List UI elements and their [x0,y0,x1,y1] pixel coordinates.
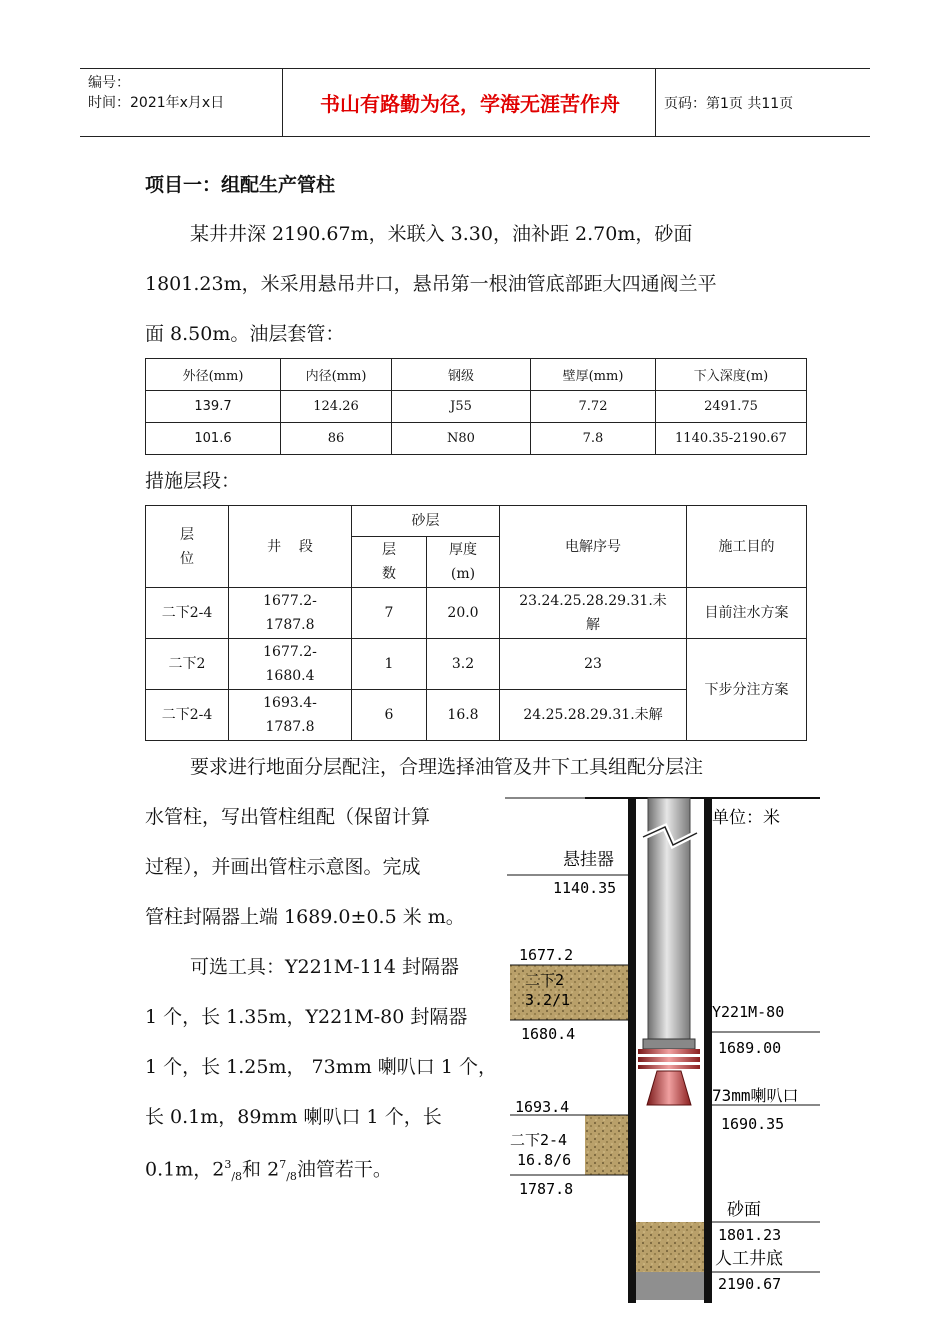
table-header-row [146,506,807,537]
table-header-cell: 施工目的 [687,506,807,588]
table-cell: 139.7 [146,391,281,423]
page-info: 页码：第1页 共11页 [664,95,794,112]
table-header-cell: 砂层 [352,506,500,537]
table-row [146,588,807,639]
sand-label: 砂面 [727,1200,761,1220]
table-cell: 1 [352,639,427,690]
table-cell: 1677.2- 1680.4 [229,639,352,690]
intro-line-1: 某井井深 2190.67m，米联入 3.30，油补距 2.70m，砂面 [190,223,693,245]
table-cell: 二下2-4 [146,588,229,639]
table-header-cell: 井 段 [229,506,352,588]
header-meta [88,73,224,113]
req-line-8: 长 0.1m，89mm 喇叭口 1 个，长 [145,1106,442,1128]
req-text: 油管若干。 [296,1158,392,1181]
table-header-cell: 下入深度(m) [656,359,807,391]
bottom-label: 人工井底 [715,1249,783,1269]
packer-body [643,1039,695,1049]
well-diagram [505,785,835,1310]
fraction-denominator: /8 [286,1170,297,1184]
table-header-cell: 内径(mm) [281,359,392,391]
casing-wall-left [628,798,636,1303]
req-line-9 [145,1153,392,1189]
packer-element [638,1057,700,1062]
table-header-row [146,359,807,391]
table-cell: 6 [352,690,427,741]
table-cell: 3.2 [427,639,500,690]
zone2-top: 1693.4 [515,1098,570,1116]
table-cell: 1140.35-2190.67 [656,423,807,455]
fraction-denominator: /8 [231,1170,243,1184]
fraction-numerator: 7 [279,1158,287,1171]
zone1-bottom: 1680.4 [521,1025,576,1043]
bottom-depth: 2190.67 [718,1275,782,1293]
bell-depth: 1690.35 [721,1115,785,1133]
doc-number-label: 编号： [88,75,130,91]
table-header-cell: 钢级 [392,359,531,391]
req-text: 和 2 [242,1158,280,1181]
zone2-info: 16.8/6 [517,1151,572,1169]
packer-label: Y221M-80 [712,1003,785,1021]
bell-mouth [647,1071,691,1105]
header-divider [282,69,283,136]
table-cell: 1677.2- 1787.8 [229,588,352,639]
measures-label: 措施层段： [145,470,241,492]
page-header [80,68,870,137]
casing-wall-right [704,798,712,1303]
table-cell: 2491.75 [656,391,807,423]
table-cell: N80 [392,423,531,455]
req-line-5: 可选工具：Y221M-114 封隔器 [190,956,459,978]
casing-table [145,358,807,455]
table-cell: 24.25.28.29.31.未解 [500,690,687,741]
table-row [146,639,807,690]
table-cell: 1693.4- 1787.8 [229,690,352,741]
table-cell: 二下2 [146,639,229,690]
zone1-name: 二下2 [525,971,565,989]
req-line-1: 要求进行地面分层配注，合理选择油管及井下工具组配分层注 [190,756,704,778]
table-header-cell: 电解序号 [500,506,687,588]
table-cell: 16.8 [427,690,500,741]
table-header-cell: 厚度 (m) [427,537,500,588]
table-cell: 124.26 [281,391,392,423]
req-line-3: 过程），并画出管柱示意图。完成 [145,856,421,878]
table-row [146,391,807,423]
req-text: 0.1m，2 [145,1158,225,1181]
packer-element [638,1049,700,1054]
table-cell: 7.8 [531,423,656,455]
table-row [146,423,807,455]
well-bottom-fill [636,1272,704,1300]
unit-label: 单位：米 [712,808,780,828]
packer-depth: 1689.00 [718,1039,782,1057]
table-cell: 目前注水方案 [687,588,807,639]
req-line-2: 水管柱，写出管柱组配（保留计算 [145,806,431,828]
doc-time-label: 时间：2021年x月x日 [88,95,225,111]
intro-line-2: 1801.23m，米采用悬吊井口，悬吊第一根油管底部距大四通阀兰平 [145,273,717,295]
table-header-cell: 壁厚(mm) [531,359,656,391]
header-motto: 书山有路勤为径，学海无涯苦作舟 [320,92,620,116]
table-header-cell: 层 数 [352,537,427,588]
measures-table [145,505,807,741]
table-header-cell: 外径(mm) [146,359,281,391]
table-cell: J55 [392,391,531,423]
req-line-4: 管柱封隔器上端 1689.0±0.5 米 m。 [145,906,465,928]
table-cell: 20.0 [427,588,500,639]
intro-line-3: 面 8.50m。油层套管： [145,323,345,345]
sand-fill [636,1222,704,1272]
table-cell: 86 [281,423,392,455]
zone1-top: 1677.2 [519,946,574,964]
sand-zone-2 [585,1115,630,1175]
table-cell: 101.6 [146,423,281,455]
packer-element [638,1065,700,1069]
hanger-depth: 1140.35 [553,879,617,897]
table-cell: 二下2-4 [146,690,229,741]
header-divider [655,69,656,136]
table-cell: 23 [500,639,687,690]
fraction-numerator: 3 [224,1158,232,1171]
section-title: 项目一：组配生产管柱 [145,174,336,196]
req-line-7: 1 个，长 1.25m， 73mm 喇叭口 1 个， [145,1056,497,1078]
req-line-6: 1 个，长 1.35m，Y221M-80 封隔器 [145,1006,468,1028]
hanger-label: 悬挂器 [563,850,614,870]
zone2-name: 二下2-4 [510,1131,568,1149]
zone1-info: 3.2/1 [525,991,571,1009]
table-cell: 7.72 [531,391,656,423]
table-cell: 7 [352,588,427,639]
sand-depth: 1801.23 [718,1226,782,1244]
bell-label: 73mm喇叭口 [712,1086,799,1105]
table-header-cell: 层 位 [146,506,229,588]
table-cell: 23.24.25.28.29.31.未 解 [500,588,687,639]
zone2-bottom: 1787.8 [519,1180,574,1198]
table-cell: 下步分注方案 [687,639,807,741]
